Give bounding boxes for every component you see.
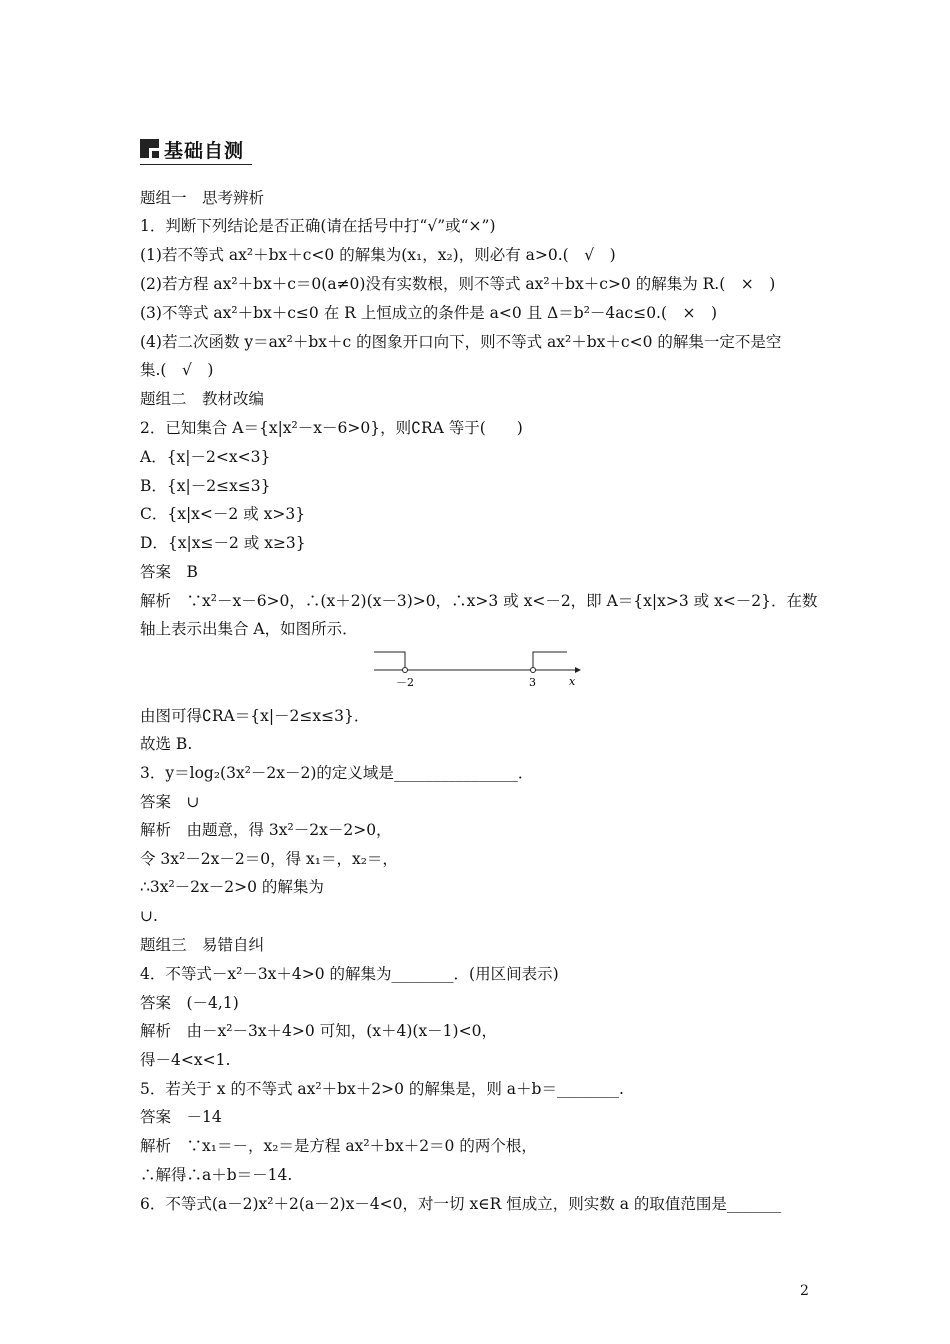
statement-1: (1)若不等式 ax²＋bx＋c<0 的解集为(x₁，x₂)，则必有 a>0.( √ ) bbox=[140, 246, 616, 264]
question-5: 5．若关于 x 的不等式 ax²＋bx＋2>0 的解集是，则 a＋b＝________. bbox=[140, 1080, 624, 1098]
axis-label: x bbox=[569, 675, 576, 688]
question-4: 4．不等式－x²－3x＋4>0 的解集为________．(用区间表示) bbox=[140, 965, 559, 983]
axis-arrow-icon bbox=[575, 667, 581, 673]
left-ray bbox=[374, 652, 405, 667]
section-title: 基础自测 bbox=[164, 140, 245, 162]
question-2: 2．已知集合 A＝{x|x²－x－6>0}，则∁RA 等于( ) bbox=[140, 419, 523, 437]
open-point-left bbox=[403, 668, 408, 673]
conclusion: 由图可得∁RA＝{x|－2≤x≤3}． bbox=[140, 707, 370, 725]
analysis: 解析 由题意，得 3x²－2x－2>0， bbox=[140, 821, 392, 839]
analysis-step: 令 3x²－2x－2＝0，得 x₁＝，x₂＝， bbox=[140, 850, 398, 868]
statement-2: (2)若方程 ax²＋bx＋c＝0(a≠0)没有实数根，则不等式 ax²＋bx＋c>0 的解集为 R.( × ) bbox=[140, 275, 776, 293]
group-heading: 题组一 思考辨析 bbox=[140, 189, 265, 207]
analysis-step: ∴解得∴a＋b＝－14. bbox=[140, 1166, 293, 1184]
question-6: 6．不等式(a－2)x²＋2(a－2)x－4<0，对一切 x∈R 恒成立，则实数 a 的取值范围是_______ bbox=[140, 1195, 782, 1213]
group-heading: 题组三 易错自纠 bbox=[140, 936, 265, 954]
statement-3: (3)不等式 ax²＋bx＋c≤0 在 R 上恒成立的条件是 a<0 且 Δ＝b²－4ac≤0.( × ) bbox=[140, 304, 718, 322]
analysis-step: ∪. bbox=[140, 907, 158, 925]
tick-label-right: 3 bbox=[529, 676, 536, 688]
choice: 故选 B. bbox=[140, 735, 193, 753]
question-1: 1．判断下列结论是否正确(请在括号中打“√”或“×”) bbox=[140, 217, 496, 235]
option-b: B．{x|－2≤x≤3} bbox=[140, 477, 271, 495]
answer: 答案 (－4,1) bbox=[140, 994, 239, 1012]
answer: 答案 ∪ bbox=[140, 793, 200, 811]
analysis: 解析 ∵x₁＝－，x₂＝是方程 ax²＋bx＋2＝0 的两个根， bbox=[140, 1137, 537, 1155]
question-3: 3．y＝log₂(3x²－2x－2)的定义域是________________． bbox=[140, 764, 534, 782]
analysis-step: ∴3x²－2x－2>0 的解集为 bbox=[140, 878, 324, 896]
section-header bbox=[140, 134, 252, 165]
open-point-right bbox=[531, 668, 536, 673]
number-line-figure bbox=[372, 648, 582, 688]
analysis: 解析 ∵x²－x－6>0，∴(x＋2)(x－3)>0，∴x>3 或 x<－2，即 A＝{x|x>3 或 x<－2}．在数 bbox=[140, 592, 818, 610]
statement-4-cont: 集.( √ ) bbox=[140, 361, 214, 379]
analysis-step: 得－4<x<1. bbox=[140, 1051, 231, 1069]
answer: 答案 －14 bbox=[140, 1108, 222, 1126]
option-c: C．{x|x<－2 或 x>3} bbox=[140, 505, 306, 523]
statement-4: (4)若二次函数 y＝ax²＋bx＋c 的图象开口向下，则不等式 ax²＋bx＋c<0 的解集一定不是空 bbox=[140, 333, 782, 351]
group-heading: 题组二 教材改编 bbox=[140, 390, 265, 408]
analysis: 解析 由－x²－3x＋4>0 可知，(x＋4)(x－1)<0， bbox=[140, 1022, 497, 1040]
option-a: A．{x|－2<x<3} bbox=[140, 448, 271, 466]
right-ray bbox=[533, 652, 567, 667]
option-d: D．{x|x≤－2 或 x≥3} bbox=[140, 534, 306, 552]
answer: 答案 B bbox=[140, 563, 198, 581]
section-marker-icon bbox=[140, 139, 159, 158]
analysis-cont: 轴上表示出集合 A，如图所示． bbox=[140, 620, 358, 638]
page-number: 2 bbox=[800, 1283, 809, 1299]
tick-label-left: －2 bbox=[396, 676, 414, 688]
